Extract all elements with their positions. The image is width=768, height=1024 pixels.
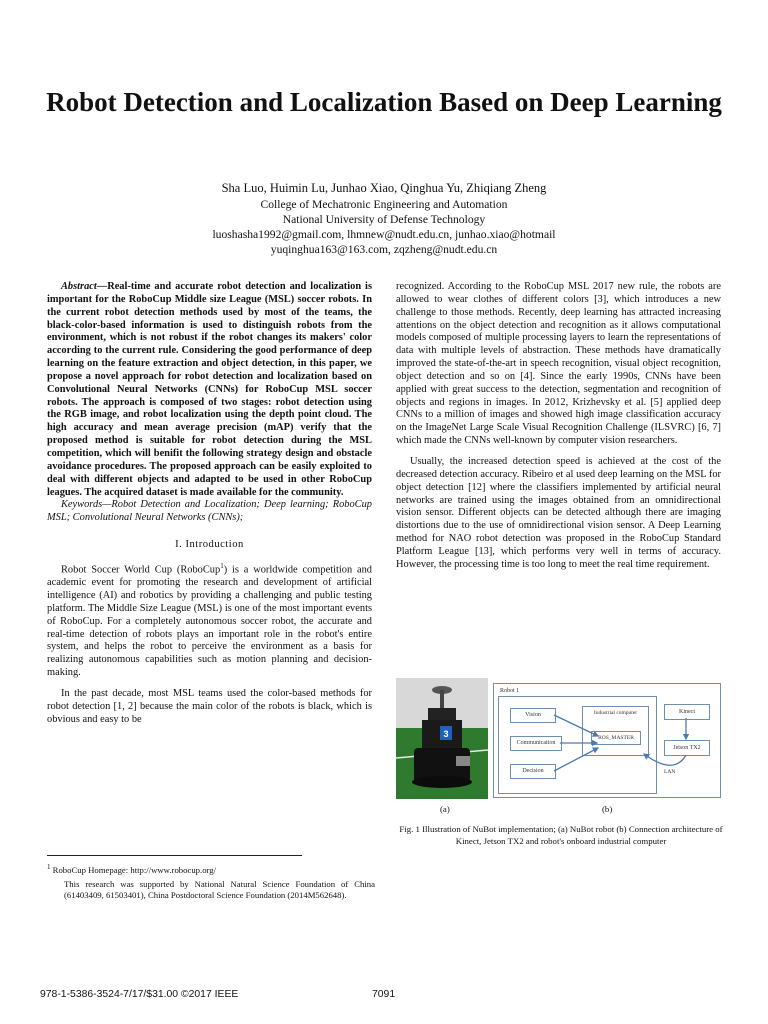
abstract-text: —Real-time and accurate robot detection and localization is important for the RoboCup Middle size League (MSL) soccer robots. In the current robot detection methods used by most of the teams, the black-color-based information is used to distinguish robots from the environment, which is not robust if the robot changes its makers' color according to the current rule. Considering the good performance of deep learning on the feature extraction and object detection, in this paper, we propose a novel approach for robot detection and localization based on Convolutional Neural Networks (CNNs) for RoboCup MSL soccer robots. The approach is composed of two stages: robot detection using the RGB image, and robot localization using the depth point cloud. The high accuracy and mean average precision (mAP) verify that the proposed method is suitable for robot detection during the MSL competition, which will benifit the following strategy design and obstacle avoidance procedures. The proposed approach can be easily exploited to deal with different objects and adapted to be used in other RoboCup leagues. The acquired dataset is made available for the community. xyxy=(47,281,372,498)
left-column xyxy=(47,281,372,726)
intro-paragraph-2: In the past decade, most MSL teams used the color-based methods for robot detection [1, 2] because the main color of the robots is black, which is obvious and easy to be xyxy=(47,687,372,725)
footnote-marker: 1 xyxy=(220,561,224,570)
intro-text-b: ) is a worldwide competition and academic event for promoting the research and development of artificial intelligence (AI) and robotics by providing a challenging and public testing platform. The Middle Size League (MSL) is one of the most important events of RoboCup. For a completely autonomous soccer robot, the accurate and real-time detection of robots plays an important role in the robot's entire system, and helps the robot to perceive the environment as a basis for realizing autonomous capabilities such as motion planning and decision-making. xyxy=(47,564,372,679)
affiliation-college: College of Mechatronic Engineering and Automation xyxy=(260,198,508,211)
funding-note: This research was supported by National Natural Science Foundation of China (61403409, 61503401), China Postdoctoral Science Foundation (2014M562648). xyxy=(64,879,375,900)
ros-master-box: ROS_MASTER xyxy=(591,731,641,745)
connection-architecture-diagram xyxy=(493,683,721,798)
robot1-label: Robot 1 xyxy=(500,688,520,694)
footnote-robocup xyxy=(47,862,377,876)
figure-label-a: (a) xyxy=(440,804,450,814)
right-paragraph-1: recognized. According to the RoboCup MSL 2017 new rule, the robots are allowed to wear clothes of different colors [3], which introduces a new challenge to those methods. Recently, deep learning has attracted increasing attentions on the object detection and recognition as it allows computational models composed of multiple processing layers to learn the representations of data with multiple levels of abstraction. These methods have dramatically improved the state-of-the-art in speech recognition, visual object recognition, object detection and so on [4]. Since the early 1990s, CNNs have been applied with great success to the detection, segmentation and recognition of objects and regions in images. In 2012, Krizhevsky et al. [5] applied deep CNNs to a million of images and showed high image classification accuracy on the ImageNet Large Scale Visual Recognition Challenge (ILSVRC) [6, 7] which made the CNNs well-known by computer vision researchers. xyxy=(396,281,721,447)
footnote-divider xyxy=(47,855,302,856)
abstract-lead: Abstract xyxy=(61,281,97,292)
copyright-footer: 978-1-5386-3524-7/17/$31.00 ©2017 IEEE xyxy=(40,989,239,1000)
lan-label: LAN xyxy=(664,769,676,775)
intro-text-a: Robot Soccer World Cup (RoboCup xyxy=(61,564,221,576)
paper-title: Robot Detection and Localization Based on Deep Learning xyxy=(46,87,722,117)
footnote-number: 1 xyxy=(47,863,51,871)
nubot-robot-photo xyxy=(396,678,488,799)
jetson-tx2-box: Jetson TX2 xyxy=(664,740,710,756)
kinect-box: Kinect xyxy=(664,704,710,720)
vision-box: Vision xyxy=(510,708,556,723)
keywords: Keywords—Robot Detection and Localization; Deep learning; RoboCup MSL; Convolutional Neural Networks (CNNs); xyxy=(47,499,372,524)
diagram-arrows xyxy=(494,684,720,797)
footnote-text: RoboCup Homepage: http://www.robocup.org/ xyxy=(50,864,217,875)
intro-paragraph-1 xyxy=(47,560,372,680)
section-heading-introduction: I. Introduction xyxy=(175,539,244,551)
author-block xyxy=(40,180,728,257)
page-number: 7091 xyxy=(372,989,396,1000)
author-emails-2: yuqinghua163@163.com, zqzheng@nudt.edu.cn xyxy=(270,243,498,256)
author-emails-1: luoshasha1992@gmail.com, lhmnew@nudt.edu.cn, junhao.xiao@hotmail xyxy=(212,228,556,241)
communication-box: Communication xyxy=(510,736,562,751)
industrial-computer-label: Industrial computer xyxy=(593,710,638,716)
right-column xyxy=(396,281,721,572)
figure-label-b: (b) xyxy=(602,804,613,814)
abstract xyxy=(47,281,372,499)
robot-number: 3 xyxy=(443,729,449,739)
affiliation-university: National University of Defense Technology xyxy=(282,213,486,226)
figure-1 xyxy=(396,678,726,808)
figure-caption: Fig. 1 Illustration of NuBot implementation; (a) NuBot robot (b) Connection architecture of Kinect, Jetson TX2 and robot's onboard industrial computer xyxy=(399,824,723,846)
decision-box: Decision xyxy=(510,764,556,779)
author-names: Sha Luo, Huimin Lu, Junhao Xiao, Qinghua Yu, Zhiqiang Zheng xyxy=(221,181,547,195)
right-paragraph-2: Usually, the increased detection speed is achieved at the cost of the decreased detection accuracy. Ribeiro et al used deep learning on the MSL for object detection [12] where the classifiers implemented by artificial neural networks are trained using the images obtained from an omnidirectional vision sensor. Different objects can be detected although there are imaging distortions due to the use of omnidirectional vision sensor. A Deep Learning method for NAO robot detection was proposed in the RoboCup Standard Platform League [13], which performs very well in terms of accuracy. However, the processing time is too long to meet the real time requirement. xyxy=(396,455,721,570)
